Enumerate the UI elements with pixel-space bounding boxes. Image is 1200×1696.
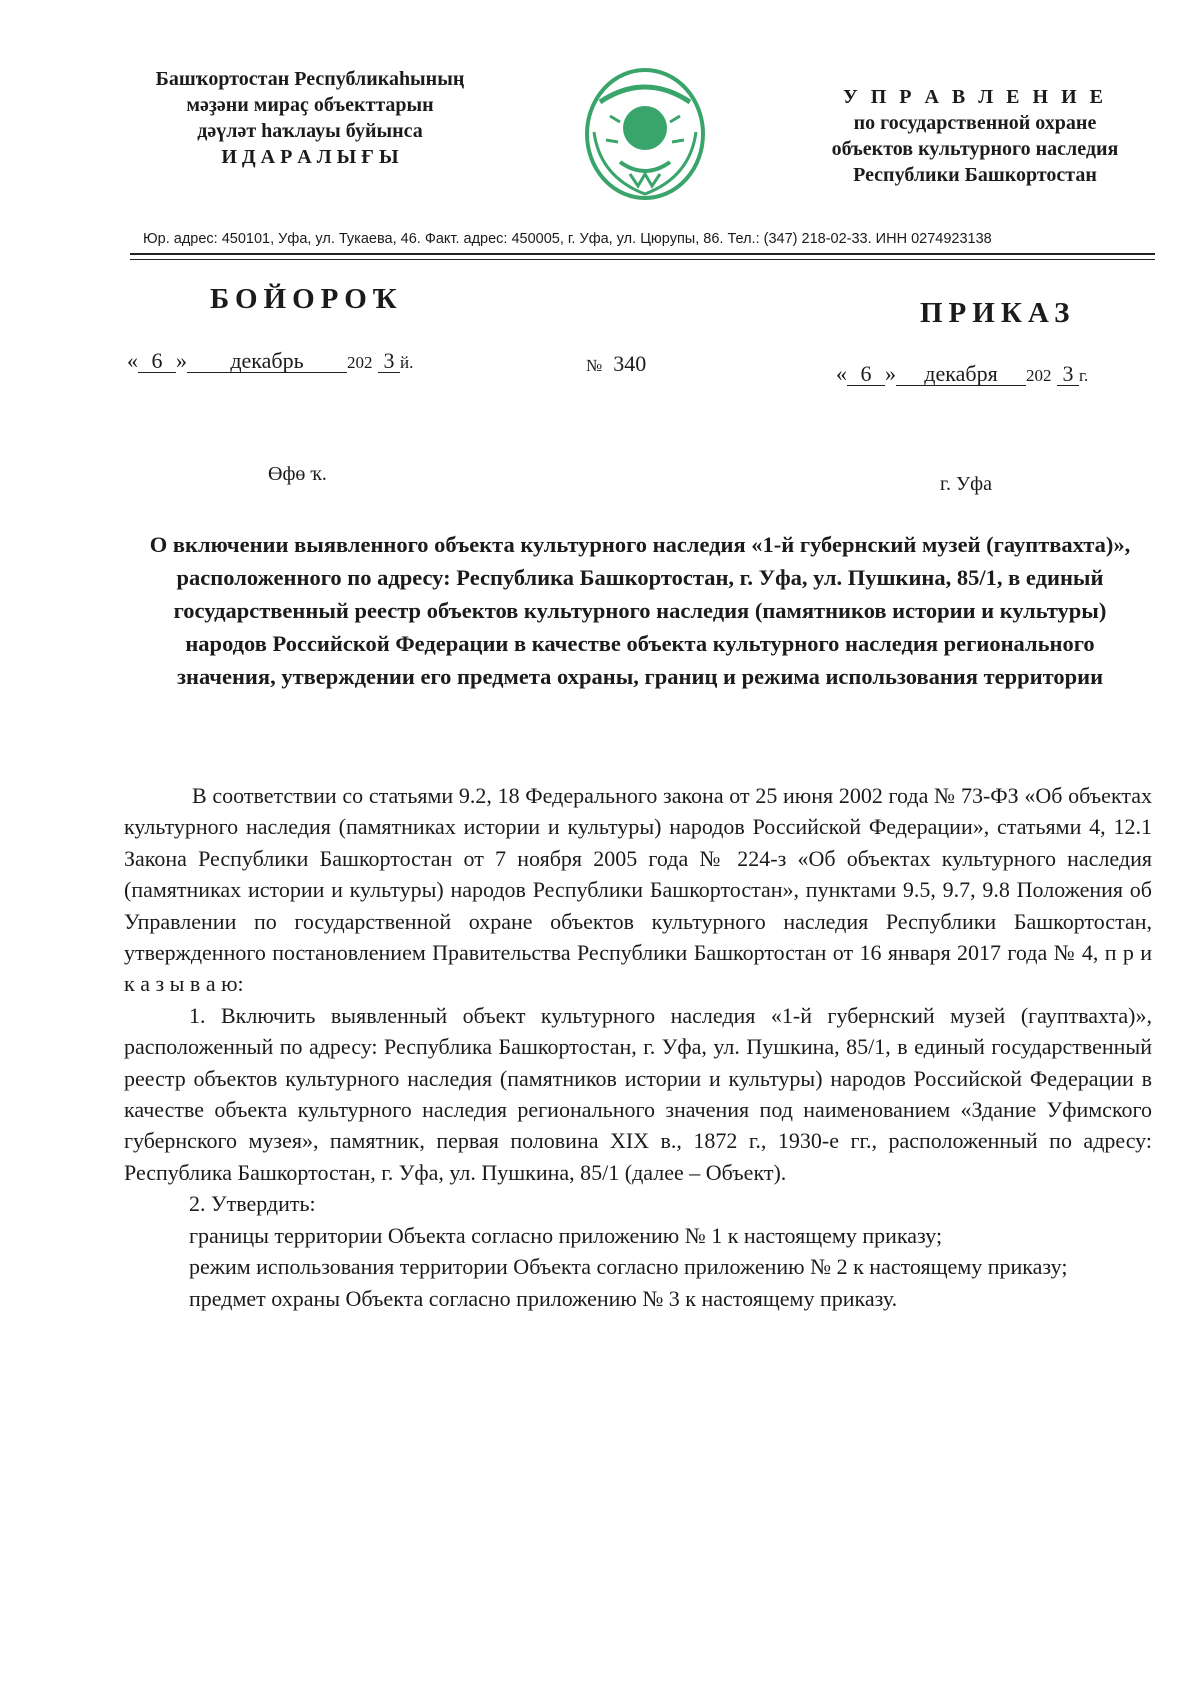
emblem-icon [580, 62, 710, 202]
city-russian: г. Уфа [940, 473, 992, 495]
doc-number [586, 351, 646, 377]
header-left-line: мәҙәни мираҫ объекттарын [186, 94, 434, 116]
doc-title-bashkir: БОЙОРОҠ [210, 283, 403, 315]
divider [130, 253, 1155, 255]
date-bashkir [127, 348, 413, 374]
address-line: Юр. адрес: 450101, Уфа, ул. Тукаева, 46. Факт. адрес: 450005, г. Уфа, ул. Цюрупы, 86. Тел.: (347) 218-02-33. ИНН 0274923138 [143, 231, 992, 247]
date-year-digit: 3 [1057, 363, 1079, 386]
header-left-line: И Д А Р А Л Ы Ғ Ы [221, 146, 399, 168]
header-left-line: дәүләт һаҡлауы буйынса [197, 120, 423, 142]
date-day: 6 [138, 350, 176, 373]
paragraph: 1. Включить выявленный объект культурного наследия «1-й губернский музей (гауптвахта)», расположенный по адресу: Республика Башкортостан, г. Уфа, ул. Пушкина, 85/1, в единый государственный реестр объектов культурного наследия (памятников истории и культуры) народов Российской Федерации в качестве объекта культурного наследия регионального значения под наименованием «Здание Уфимского губернского музея», памятник, первая половина XIX в., 1872 г., 1930-е гг., расположенный по адресу: Республика Башкортостан, г. Уфа, ул. Пушкина, 85/1 (далее – Объект). [124, 1002, 1152, 1185]
document-body [124, 780, 1152, 1314]
paragraph: 2. Утвердить: [189, 1191, 316, 1217]
date-suffix: г. [1079, 366, 1089, 385]
header-right-line: Республики Башкортостан [853, 164, 1097, 186]
date-suffix: й. [400, 353, 414, 372]
date-year-prefix: 202 [347, 353, 373, 372]
date-day: 6 [847, 363, 885, 386]
quote-close: » [885, 361, 896, 386]
doc-title-russian: ПРИКАЗ [920, 297, 1076, 329]
quote-close: » [176, 348, 187, 373]
header-right-line: объектов культурного наследия [831, 138, 1119, 160]
header-left-block [95, 66, 525, 170]
header-right-line: по государственной охране [853, 112, 1097, 134]
number-value: 340 [613, 351, 647, 376]
date-russian [836, 361, 1088, 387]
quote-open: « [127, 348, 138, 373]
paragraph: предмет охраны Объекта согласно приложению № 3 к настоящему приказу. [189, 1285, 898, 1311]
date-month: декабря [896, 363, 1026, 386]
paragraph: В соответствии со статьями 9.2, 18 Федерального закона от 25 июня 2002 года № 73-ФЗ «Об объектах культурного наследия (памятниках истории и культуры) народов Российской Федерации», статьями 4, 12.1 Закона Республики Башкортостан от 7 ноября 2005 года № 224-з «Об объектах культурного наследия (памятниках истории и культуры) народов Республики Башкортостан», пунктами 9.5, 9.7, 9.8 Положения об Управлении по государственной охране объектов культурного наследия Республики Башкортостан, утвержденного постановлением Правительства Республики Башкортостан от 16 января 2017 года № 4, п р и к а з ы в а ю: [124, 783, 1152, 997]
date-year-digit: 3 [378, 350, 400, 373]
paragraph: режим использования территории Объекта согласно приложению № 2 к настоящему приказу; [189, 1254, 1068, 1280]
quote-open: « [836, 361, 847, 386]
date-month: декабрь [187, 350, 347, 373]
subject-heading: О включении выявленного объекта культурного наследия «1-й губернский музей (гауптвахта)», расположенного по адресу: Республика Башкортостан, г. Уфа, ул. Пушкина, 85/1, в единый государственный реестр объектов культурного наследия (памятников истории и культуры) народов Российской Федерации в качестве объекта культурного наследия регионального значения, утверждении его предмета охраны, границ и режима использования территории [149, 532, 1131, 689]
header-left-line: Башҡортостан Республикаһының [155, 68, 465, 90]
header-right-line: У П Р А В Л Е Н И Е [843, 86, 1107, 108]
date-year-prefix: 202 [1026, 366, 1052, 385]
header-right-block [790, 84, 1160, 188]
divider [130, 259, 1155, 260]
number-sign: № [586, 356, 603, 375]
paragraph: границы территории Объекта согласно приложению № 1 к настоящему приказу; [189, 1222, 943, 1248]
city-bashkir: Өфө ҡ. [268, 463, 327, 485]
